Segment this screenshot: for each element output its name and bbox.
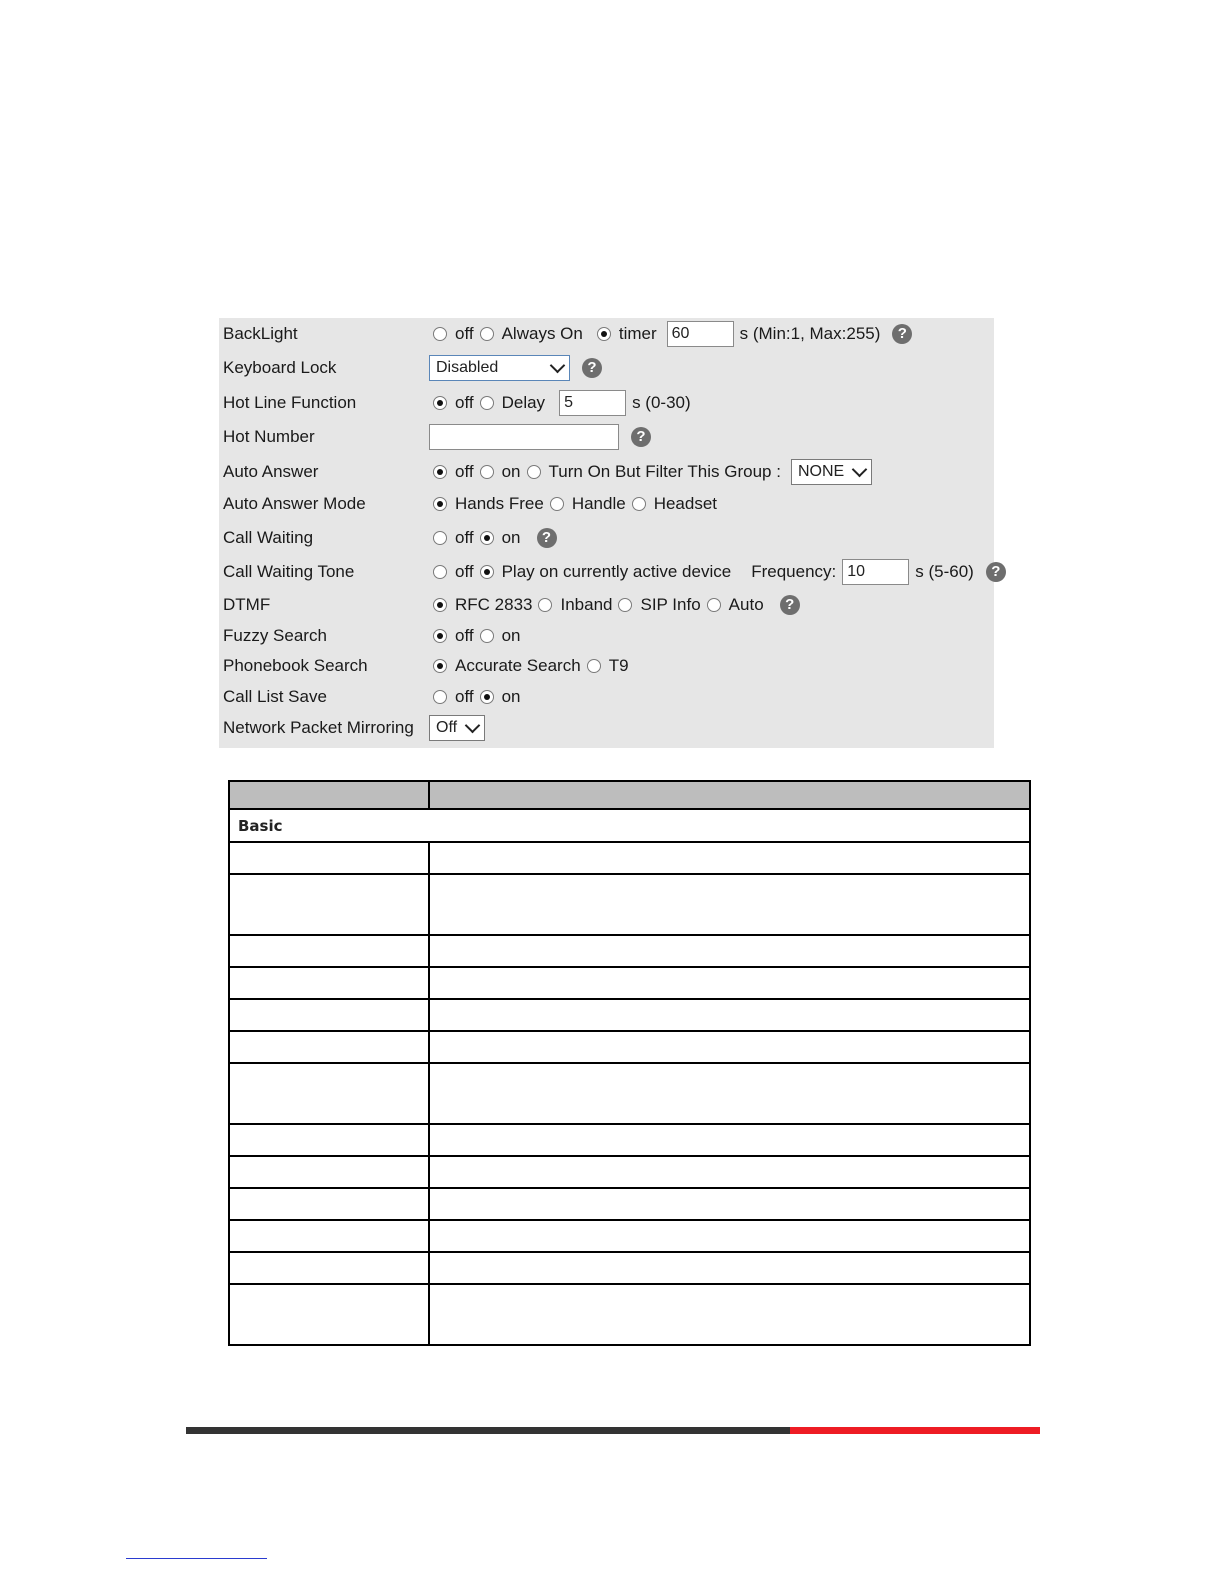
backlight-timer-radio[interactable]: [597, 327, 611, 341]
table-cell: [429, 1220, 1030, 1252]
table-cell: [429, 999, 1030, 1031]
hot-line-controls: [431, 388, 691, 418]
chevron-down-icon: [465, 718, 481, 734]
table-cell: [429, 935, 1030, 967]
row-hot-line: [219, 388, 994, 418]
table-row: [229, 967, 1030, 999]
auto-answer-label: Auto Answer: [223, 462, 319, 481]
table-cell: [229, 1188, 429, 1220]
call-list-off-text: off: [455, 687, 474, 706]
fuzzy-off-text: off: [455, 626, 474, 645]
parameter-table: [228, 780, 1031, 1346]
table-row: [229, 1252, 1030, 1284]
table-cell: [229, 1220, 429, 1252]
call-waiting-tone-controls: [431, 557, 1006, 587]
row-auto-answer: [219, 457, 994, 487]
fuzzy-on-text: on: [501, 626, 521, 645]
table-cell: [229, 1156, 429, 1188]
call-list-on-radio[interactable]: [480, 690, 494, 704]
fuzzy-search-label: Fuzzy Search: [223, 626, 327, 645]
call-waiting-off-radio[interactable]: [433, 531, 447, 545]
auto-answer-group-select[interactable]: [791, 459, 872, 485]
row-call-waiting-tone: [219, 557, 1001, 587]
network-mirroring-label: Network Packet Mirroring: [223, 718, 414, 737]
dtmf-rfc2833-radio[interactable]: [433, 598, 447, 612]
mode-hands-free-text: Hands Free: [455, 494, 544, 513]
table-cell: [429, 874, 1030, 935]
row-auto-answer-mode: [219, 489, 994, 519]
keyboard-lock-controls: [429, 353, 602, 383]
phonebook-t9-text: T9: [608, 656, 629, 675]
hot-line-off-text: off: [455, 393, 474, 412]
backlight-timer-text: timer: [618, 324, 657, 343]
backlight-timer-input[interactable]: [667, 321, 734, 347]
table-cell: [429, 1284, 1030, 1345]
row-keyboard-lock: [219, 353, 994, 383]
tone-frequency-input[interactable]: [842, 559, 909, 585]
network-mirroring-value: Off: [436, 719, 458, 736]
network-mirroring-controls: [429, 713, 485, 743]
table-cell: [429, 1252, 1030, 1284]
hot-line-delay-input[interactable]: [559, 390, 626, 416]
row-call-list-save: [219, 682, 994, 712]
hot-number-label: Hot Number: [223, 427, 315, 446]
tone-range-text: s (5-60): [915, 562, 974, 581]
dtmf-controls: [431, 590, 800, 620]
row-hot-number: [219, 422, 994, 452]
fuzzy-on-radio[interactable]: [480, 629, 494, 643]
row-dtmf: [219, 590, 994, 620]
hot-line-range-text: s (0-30): [632, 393, 691, 412]
dtmf-sip-info-text: SIP Info: [640, 595, 701, 614]
table-cell: [229, 967, 429, 999]
footer-bar-red: [790, 1427, 1040, 1434]
phonebook-accurate-radio[interactable]: [433, 659, 447, 673]
tone-play-text: Play on currently active device: [501, 562, 732, 581]
table-cell: [229, 1252, 429, 1284]
backlight-off-radio[interactable]: [433, 327, 447, 341]
mode-handle-text: Handle: [571, 494, 626, 513]
call-waiting-tone-help-icon[interactable]: ?: [986, 562, 1006, 582]
hot-number-input[interactable]: [429, 424, 619, 450]
table-cell: [229, 842, 429, 874]
backlight-always-on-radio[interactable]: [480, 327, 494, 341]
table-row: [229, 999, 1030, 1031]
chevron-down-icon: [852, 462, 868, 478]
phone-settings-panel: [219, 318, 1001, 748]
backlight-always-on-text: Always On: [501, 324, 583, 343]
table-cell: [429, 1124, 1030, 1156]
hot-number-controls: [429, 422, 651, 452]
call-waiting-controls: [431, 523, 557, 553]
table-row: [229, 874, 1030, 935]
backlight-range-text: s (Min:1, Max:255): [739, 324, 881, 343]
tone-off-radio[interactable]: [433, 565, 447, 579]
table-cell: [429, 1156, 1030, 1188]
table-cell: [229, 1063, 429, 1124]
table-cell: [229, 1031, 429, 1063]
mode-handle-radio[interactable]: [550, 497, 564, 511]
auto-answer-on-radio[interactable]: [480, 465, 494, 479]
table-row: [229, 842, 1030, 874]
table-cell: [229, 1124, 429, 1156]
call-list-save-controls: [431, 682, 525, 712]
table-row: [229, 935, 1030, 967]
table-header-row: [229, 781, 1030, 809]
hot-number-help-icon[interactable]: ?: [631, 427, 651, 447]
auto-answer-filter-radio[interactable]: [527, 465, 541, 479]
row-backlight: [219, 319, 994, 349]
table-cell: [229, 1284, 429, 1345]
call-list-on-text: on: [501, 687, 521, 706]
mode-hands-free-radio[interactable]: [433, 497, 447, 511]
phonebook-search-label: Phonebook Search: [223, 656, 368, 675]
auto-answer-off-text: off: [455, 462, 474, 481]
call-waiting-off-text: off: [455, 528, 474, 547]
table-cell: [229, 874, 429, 935]
network-mirroring-select[interactable]: [429, 715, 485, 741]
footer-link-underline[interactable]: [126, 1558, 267, 1559]
row-network-mirroring: [219, 713, 994, 743]
auto-answer-controls: [431, 457, 872, 487]
hot-line-off-radio[interactable]: [433, 396, 447, 410]
section-basic-label: Basic: [229, 809, 1030, 842]
call-waiting-tone-label: Call Waiting Tone: [223, 562, 355, 581]
table-row: [229, 1031, 1030, 1063]
footer-bar-dark: [186, 1427, 790, 1434]
tone-off-text: off: [455, 562, 474, 581]
tone-play-radio[interactable]: [480, 565, 494, 579]
fuzzy-off-radio[interactable]: [433, 629, 447, 643]
call-waiting-on-radio[interactable]: [480, 531, 494, 545]
mode-headset-radio[interactable]: [632, 497, 646, 511]
dtmf-auto-text: Auto: [728, 595, 764, 614]
keyboard-lock-label: Keyboard Lock: [223, 358, 337, 377]
auto-answer-filter-text: Turn On But Filter This Group :: [548, 462, 781, 481]
table-cell: [429, 967, 1030, 999]
auto-answer-mode-controls: [431, 489, 721, 519]
table-cell: [229, 935, 429, 967]
table-row: [229, 1284, 1030, 1345]
auto-answer-off-radio[interactable]: [433, 465, 447, 479]
chevron-down-icon: [550, 358, 566, 374]
fuzzy-search-controls: [431, 621, 525, 651]
hot-line-delay-text: Delay: [501, 393, 546, 412]
table-row: [229, 1220, 1030, 1252]
table-row: [229, 1124, 1030, 1156]
keyboard-lock-value: Disabled: [436, 359, 499, 376]
table-cell: [429, 1188, 1030, 1220]
table-header-cell: [229, 781, 429, 809]
call-list-off-radio[interactable]: [433, 690, 447, 704]
backlight-off-text: off: [455, 324, 474, 343]
auto-answer-mode-label: Auto Answer Mode: [223, 494, 366, 513]
table-cell: [429, 1031, 1030, 1063]
keyboard-lock-select[interactable]: [429, 355, 570, 381]
tone-frequency-label: Frequency:: [751, 562, 837, 581]
table-header-cell: [429, 781, 1030, 809]
dtmf-help-icon[interactable]: ?: [780, 595, 800, 615]
dtmf-rfc2833-text: RFC 2833: [455, 595, 533, 614]
dtmf-inband-text: Inband: [560, 595, 613, 614]
backlight-help-icon[interactable]: ?: [892, 324, 912, 344]
row-call-waiting: [219, 523, 994, 553]
table-cell: [429, 842, 1030, 874]
phonebook-t9-radio[interactable]: [587, 659, 601, 673]
dtmf-auto-radio[interactable]: [707, 598, 721, 612]
hot-line-delay-radio[interactable]: [480, 396, 494, 410]
table-row: [229, 1188, 1030, 1220]
call-waiting-on-text: on: [501, 528, 521, 547]
dtmf-sip-info-radio[interactable]: [618, 598, 632, 612]
phonebook-accurate-text: Accurate Search: [455, 656, 581, 675]
table-section-row: [229, 809, 1030, 842]
keyboard-lock-help-icon[interactable]: ?: [582, 358, 602, 378]
dtmf-label: DTMF: [223, 595, 271, 614]
auto-answer-group-value: NONE: [797, 463, 845, 480]
table-row: [229, 1156, 1030, 1188]
phonebook-search-controls: [431, 651, 633, 681]
table-row: [229, 1063, 1030, 1124]
auto-answer-on-text: on: [501, 462, 521, 481]
hot-line-label: Hot Line Function: [223, 393, 357, 412]
mode-headset-text: Headset: [653, 494, 718, 513]
backlight-label: BackLight: [223, 324, 298, 343]
row-phonebook-search: [219, 651, 994, 681]
table-cell: [429, 1063, 1030, 1124]
dtmf-inband-radio[interactable]: [538, 598, 552, 612]
call-waiting-help-icon[interactable]: ?: [537, 528, 557, 548]
call-waiting-label: Call Waiting: [223, 528, 314, 547]
backlight-controls: [431, 319, 912, 349]
call-list-save-label: Call List Save: [223, 687, 327, 706]
row-fuzzy-search: [219, 621, 994, 651]
table-cell: [229, 999, 429, 1031]
